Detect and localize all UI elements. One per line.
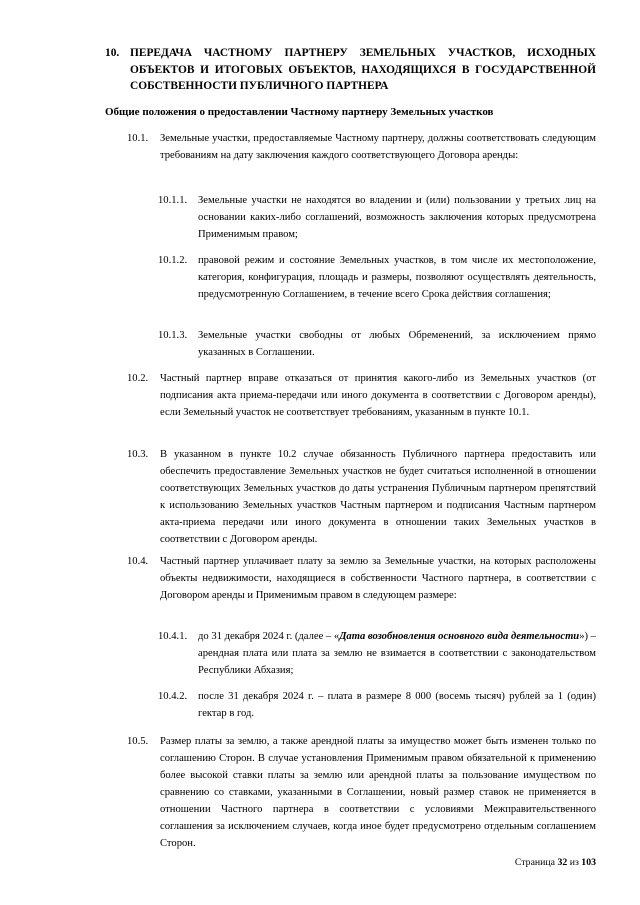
current-page: 32 [557, 857, 568, 868]
total-pages: 103 [581, 857, 596, 868]
clause-text-after: ») – арендная плата или плата за землю не взимается в соответствии с законодательством Республики Абхазия; [198, 631, 596, 676]
clause-number: 10.4.2. [158, 691, 188, 702]
clause-10-4-2 [158, 688, 596, 722]
clause-text: Размер платы за землю, а также арендной платы за имущество может быть изменен только по соглашению Сторон. В случае установления Применимым правом обязательной к применению более высокой ставки платы за землю или арендной платы за пользование имуществом по сравнению со ставками, указанными в Соглашении, новый размер ставок не применяется в отношении Частного партнера в соответствии с условиями Межправительственного соглашения за исключением случаев, когда иное будет предусмотрено отдельным соглашением Сторон. [160, 736, 596, 849]
clause-number: 10.1. [127, 133, 149, 144]
clause-text: после 31 декабря 2024 г. – плата в размере 8 000 (восемь тысяч) рублей за 1 (один) гектар в год. [198, 691, 596, 719]
clause-number: 10.1.1. [158, 195, 188, 206]
clause-text: Земельные участки свободны от любых Обременений, за исключением прямо указанных в Соглашении. [198, 330, 596, 358]
defined-term: Дата возобновления основного вида деятельности [339, 631, 580, 642]
subsection-title: Общие положения о предоставлении Частному партнеру Земельных участков [105, 106, 494, 118]
clause-number: 10.1.3. [158, 330, 188, 341]
clause-10-4-1 [158, 628, 596, 679]
clause-number: 10.4. [127, 556, 149, 567]
clause-text: Земельные участки, предоставляемые Частному партнеру, должны соответствовать следующим требованиям на дату заключения каждого соответствующего Договора аренды: [160, 133, 596, 161]
clause-10-4 [127, 553, 596, 604]
page-of-label: из [569, 857, 579, 868]
clause-number: 10.2. [127, 373, 149, 384]
clause-text: Земельные участки не находятся во владении и (или) пользовании у третьих лиц на основании каких-либо соглашений, возможность заключения которых предусмотрена Применимым правом; [198, 195, 596, 240]
section-title: ПЕРЕДАЧА ЧАСТНОМУ ПАРТНЕРУ ЗЕМЕЛЬНЫХ УЧАСТКОВ, ИСХОДНЫХ ОБЪЕКТОВ И ИТОГОВЫХ ОБЪЕКТОВ, НАХОДЯЩИХСЯ В ГОСУДАРСТВЕННОЙ СОБСТВЕННОСТИ ПУБЛИЧНОГО ПАРТНЕРА [130, 47, 596, 92]
clause-text-before: до 31 декабря 2024 г. (далее – « [198, 631, 340, 642]
clause-number: 10.4.1. [158, 631, 188, 642]
clause-number: 10.1.2. [158, 255, 188, 266]
clause-text: Частный партнер вправе отказаться от принятия какого-либо из Земельных участков (от подписания акта приема-передачи или иного документа в соответствии с Договором аренды), если Земельный участок не соответствует требованиям, указанным в пункте 10.1. [160, 373, 596, 418]
clause-10-5 [127, 733, 596, 852]
clause-10-3 [127, 446, 596, 548]
page-number-footer [515, 856, 596, 870]
clause-10-1-1 [158, 192, 596, 243]
section-number: 10. [105, 47, 120, 59]
clause-10-2 [127, 370, 596, 421]
page-label: Страница [514, 857, 556, 868]
clause-10-1-2 [158, 252, 596, 303]
clause-10-1-3 [158, 327, 596, 361]
clause-text: Частный партнер уплачивает плату за землю за Земельные участки, на которых расположены объекты недвижимости, находящиеся в собственности Частного партнера, в соответствии с Договором аренды и Применимым правом в следующем размере: [160, 556, 596, 601]
section-heading [105, 45, 596, 95]
clause-number: 10.5. [127, 736, 149, 747]
clause-text: правовой режим и состояние Земельных участков, в том числе их местоположение, категория, конфигурация, площадь и размеры, позволяют осуществлять деятельность, предусмотренную Соглашением, в течение всего Срока действия соглашения; [198, 255, 596, 300]
clause-number: 10.3. [127, 449, 149, 460]
clause-10-1 [127, 130, 596, 164]
clause-text [198, 628, 596, 679]
clause-text: В указанном в пункте 10.2 случае обязанность Публичного партнера предоставить или обеспечить предоставление Земельных участков не будет считаться исполненной в отношении соответствующих Земельных участков до даты устранения Публичным партнером препятствий к использованию Земельных участков Частным партнером и подписания Частным партнером акта-приема передачи или иного документа в отношении таких Земельных участков в соответствии с Договором аренды. [160, 449, 596, 545]
